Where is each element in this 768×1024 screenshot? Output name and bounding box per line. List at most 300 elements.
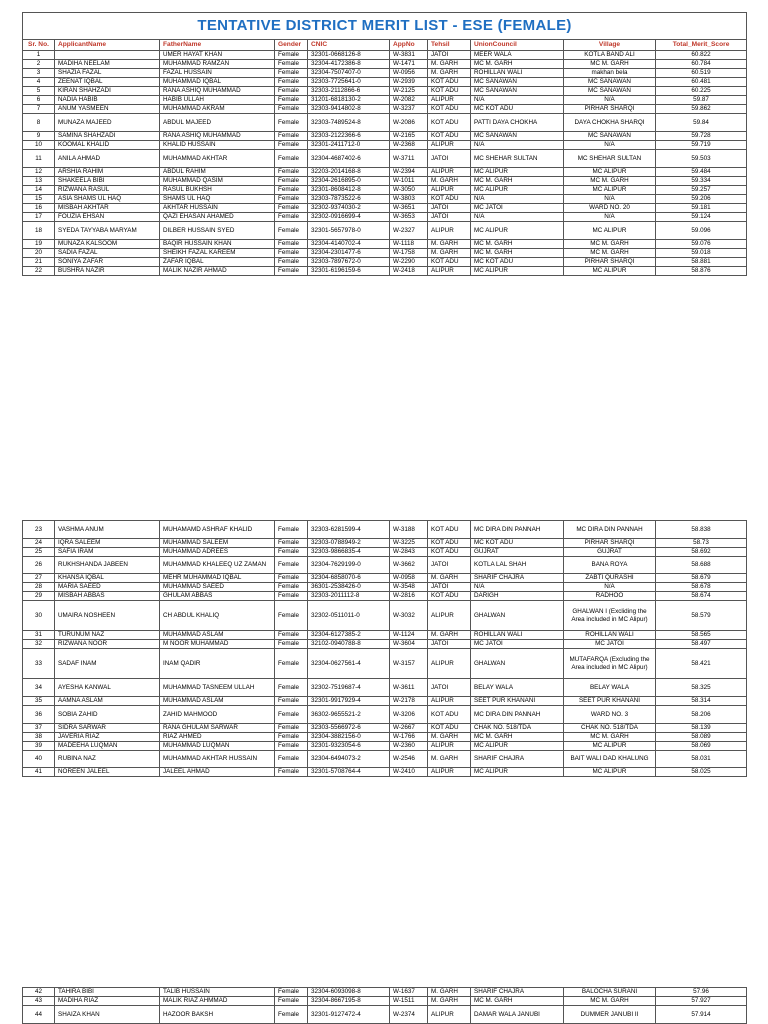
cell-app-no: W-3032	[390, 601, 428, 631]
cell-union-council: MC JATOI	[471, 204, 564, 213]
cell-app-no: W-3711	[390, 150, 428, 168]
cell-cnic: 32303-9866835-4	[308, 548, 390, 557]
cell-cnic: 32304-6494073-2	[308, 751, 390, 768]
cell-app-no: W-1758	[390, 249, 428, 258]
cell-gender: Female	[275, 258, 308, 267]
cell-tehsil: KOT ADU	[428, 539, 471, 548]
cell-village: WARD NO. 20	[564, 204, 656, 213]
cell-cnic: 32303-6281599-4	[308, 521, 390, 539]
table-body-section-2	[23, 521, 747, 777]
cell-village: SEET PUR KHANANI	[564, 697, 656, 706]
cell-sr-no: 9	[23, 132, 55, 141]
cell-father-name: HAZOOR BAKSH	[160, 1006, 275, 1024]
cell-tehsil: ALIPUR	[428, 267, 471, 276]
cell-app-no: W-2667	[390, 724, 428, 733]
cell-sr-no: 3	[23, 69, 55, 78]
cell-total-merit-score: 59.334	[656, 177, 747, 186]
cell-tehsil: JATOI	[428, 557, 471, 574]
table-row	[23, 1006, 747, 1024]
cell-tehsil: ALIPUR	[428, 168, 471, 177]
cell-sr-no: 17	[23, 213, 55, 222]
cell-applicant-name: BUSHRA NAZIR	[55, 267, 160, 276]
cell-cnic: 32303-7725641-0	[308, 78, 390, 87]
cell-sr-no: 5	[23, 87, 55, 96]
cell-applicant-name: MUNAZA KALSOOM	[55, 240, 160, 249]
cell-tehsil: ALIPUR	[428, 222, 471, 240]
cell-applicant-name: TURUNUM NAZ	[55, 631, 160, 640]
cell-app-no: W-3237	[390, 105, 428, 114]
cell-total-merit-score: 58.579	[656, 601, 747, 631]
cell-applicant-name: ASIA SHAMS UL HAQ	[55, 195, 160, 204]
cell-cnic: 32303-7897672-0	[308, 258, 390, 267]
cell-total-merit-score: 59.484	[656, 168, 747, 177]
cell-father-name: RANA ASHIQ MUHAMMAD	[160, 87, 275, 96]
table-row	[23, 186, 747, 195]
table-row	[23, 114, 747, 132]
cell-tehsil: ALIPUR	[428, 96, 471, 105]
cell-sr-no: 41	[23, 768, 55, 777]
cell-total-merit-score: 58.674	[656, 592, 747, 601]
cell-gender: Female	[275, 751, 308, 768]
column-header-row	[23, 40, 747, 51]
cell-father-name: TALIB HUSSAIN	[160, 988, 275, 997]
cell-applicant-name: AYESHA KANWAL	[55, 679, 160, 697]
cell-sr-no: 20	[23, 249, 55, 258]
header-father-name: FatherName	[160, 40, 275, 51]
cell-total-merit-score: 58.73	[656, 539, 747, 548]
cell-tehsil: M. GARH	[428, 69, 471, 78]
cell-union-council: N/A	[471, 195, 564, 204]
cell-gender: Female	[275, 539, 308, 548]
cell-applicant-name: ANILA AHMAD	[55, 150, 160, 168]
cell-total-merit-score: 58.031	[656, 751, 747, 768]
cell-sr-no: 33	[23, 649, 55, 679]
cell-gender: Female	[275, 679, 308, 697]
cell-gender: Female	[275, 706, 308, 724]
header-cnic: CNIC	[308, 40, 390, 51]
cell-sr-no: 21	[23, 258, 55, 267]
cell-total-merit-score: 58.688	[656, 557, 747, 574]
table-row	[23, 583, 747, 592]
cell-village: GHALWAN I (Excliding the Area included in MC Alipur)	[564, 601, 656, 631]
cell-gender: Female	[275, 742, 308, 751]
cell-village: MC M. GARH	[564, 997, 656, 1006]
cell-total-merit-score: 59.862	[656, 105, 747, 114]
cell-father-name: ZAHID MAHMOOD	[160, 706, 275, 724]
cell-app-no: W-2374	[390, 1006, 428, 1024]
cell-union-council: N/A	[471, 96, 564, 105]
cell-tehsil: KOT ADU	[428, 548, 471, 557]
cell-union-council: MC SANAWAN	[471, 78, 564, 87]
cell-cnic: 32302-9374030-2	[308, 204, 390, 213]
cell-cnic: 32301-0668126-8	[308, 51, 390, 60]
table-row	[23, 105, 747, 114]
cell-union-council: ROHILLAN WALI	[471, 631, 564, 640]
table-row	[23, 988, 747, 997]
cell-sr-no: 1	[23, 51, 55, 60]
cell-union-council: MC M. GARH	[471, 249, 564, 258]
cell-total-merit-score: 58.565	[656, 631, 747, 640]
table-row	[23, 69, 747, 78]
cell-sr-no: 19	[23, 240, 55, 249]
cell-app-no: W-2418	[390, 267, 428, 276]
cell-father-name: ABDUL MAJEED	[160, 114, 275, 132]
cell-tehsil: ALIPUR	[428, 697, 471, 706]
cell-app-no: W-2394	[390, 168, 428, 177]
table-row	[23, 177, 747, 186]
cell-cnic: 32304-3882156-0	[308, 733, 390, 742]
cell-father-name: KHALID HUSSAIN	[160, 141, 275, 150]
cell-app-no: W-1766	[390, 733, 428, 742]
cell-union-council: MC ALIPUR	[471, 267, 564, 276]
cell-village: N/A	[564, 213, 656, 222]
cell-applicant-name: MARIA SAEED	[55, 583, 160, 592]
header-village: Village	[564, 40, 656, 51]
cell-village: DUMMER JANUBI II	[564, 1006, 656, 1024]
cell-gender: Female	[275, 69, 308, 78]
cell-applicant-name: ZEENAT IQBAL	[55, 78, 160, 87]
cell-village: MC JATOI	[564, 640, 656, 649]
cell-app-no: W-1511	[390, 997, 428, 1006]
cell-app-no: W-2410	[390, 768, 428, 777]
cell-union-council: DAMAR WALA JANUBI	[471, 1006, 564, 1024]
cell-tehsil: M. GARH	[428, 988, 471, 997]
table-row	[23, 724, 747, 733]
cell-father-name: MALIK NAZIR AHMAD	[160, 267, 275, 276]
cell-cnic: 32301-5708764-4	[308, 768, 390, 777]
cell-union-council: MC ALIPUR	[471, 768, 564, 777]
cell-tehsil: M. GARH	[428, 177, 471, 186]
cell-applicant-name: SYEDA TAYYABA MARYAM	[55, 222, 160, 240]
cell-father-name: AKHTAR HUSSAIN	[160, 204, 275, 213]
cell-tehsil: JATOI	[428, 679, 471, 697]
cell-village: MC DIRA DIN PANNAH	[564, 521, 656, 539]
cell-father-name: M NOOR MUHAMMAD	[160, 640, 275, 649]
cell-applicant-name: TAHIRA BIBI	[55, 988, 160, 997]
cell-tehsil: M. GARH	[428, 574, 471, 583]
cell-sr-no: 36	[23, 706, 55, 724]
cell-cnic: 32303-9414802-8	[308, 105, 390, 114]
cell-total-merit-score: 58.325	[656, 679, 747, 697]
cell-total-merit-score: 58.314	[656, 697, 747, 706]
cell-applicant-name: SOBIA ZAHID	[55, 706, 160, 724]
table-row	[23, 78, 747, 87]
header-app-no: AppNo	[390, 40, 428, 51]
cell-total-merit-score: 58.089	[656, 733, 747, 742]
table-row	[23, 132, 747, 141]
cell-applicant-name: SHAIZA KHAN	[55, 1006, 160, 1024]
cell-union-council: PATTI DAYA CHOKHA	[471, 114, 564, 132]
cell-village: makhan bela	[564, 69, 656, 78]
cell-union-council: MC ALIPUR	[471, 742, 564, 751]
cell-cnic: 32302-7519687-4	[308, 679, 390, 697]
cell-cnic: 32304-4687402-6	[308, 150, 390, 168]
table-row	[23, 733, 747, 742]
cell-village: DAYA CHOKHA SHARQI	[564, 114, 656, 132]
cell-tehsil: KOT ADU	[428, 195, 471, 204]
table-row	[23, 601, 747, 631]
cell-union-council: MC M. GARH	[471, 997, 564, 1006]
cell-father-name: RANA GHULAM SARWAR	[160, 724, 275, 733]
cell-gender: Female	[275, 640, 308, 649]
cell-union-council: DARIGH	[471, 592, 564, 601]
cell-tehsil: M. GARH	[428, 249, 471, 258]
cell-applicant-name: SAMINA SHAHZADI	[55, 132, 160, 141]
table-row	[23, 521, 747, 539]
cell-gender: Female	[275, 114, 308, 132]
cell-app-no: W-1637	[390, 988, 428, 997]
cell-sr-no: 13	[23, 177, 55, 186]
table-row	[23, 742, 747, 751]
cell-cnic: 32301-9323054-6	[308, 742, 390, 751]
cell-father-name: SHAMS UL HAQ	[160, 195, 275, 204]
cell-village: BAIT WALI DAD KHALUNG	[564, 751, 656, 768]
cell-village: PIRHAR SHARQI	[564, 258, 656, 267]
cell-father-name: MUHAMMAD SAEED	[160, 583, 275, 592]
cell-sr-no: 31	[23, 631, 55, 640]
cell-app-no: W-0956	[390, 69, 428, 78]
cell-total-merit-score: 58.421	[656, 649, 747, 679]
cell-gender: Female	[275, 574, 308, 583]
cell-tehsil: KOT ADU	[428, 724, 471, 733]
cell-union-council: ROHILLAN WALI	[471, 69, 564, 78]
table-row	[23, 640, 747, 649]
cell-tehsil: KOT ADU	[428, 114, 471, 132]
cell-sr-no: 7	[23, 105, 55, 114]
cell-union-council: N/A	[471, 213, 564, 222]
cell-village: WARD NO. 3	[564, 706, 656, 724]
cell-father-name: MUHAMMAD RAMZAN	[160, 60, 275, 69]
cell-cnic: 32304-7507407-0	[308, 69, 390, 78]
cell-father-name: CH ABDUL KHALIQ	[160, 601, 275, 631]
header-union-council: UnionCouncil	[471, 40, 564, 51]
header-tehsil: Tehsil	[428, 40, 471, 51]
cell-father-name: MUHAMMAD AKHTAR	[160, 150, 275, 168]
cell-cnic: 36302-9655521-2	[308, 706, 390, 724]
cell-app-no: W-3803	[390, 195, 428, 204]
cell-app-no: W-3831	[390, 51, 428, 60]
merit-table-page-2	[22, 520, 747, 777]
cell-app-no: W-1124	[390, 631, 428, 640]
cell-tehsil: ALIPUR	[428, 1006, 471, 1024]
cell-village: MC SANAWAN	[564, 78, 656, 87]
cell-village: MC ALIPUR	[564, 222, 656, 240]
cell-gender: Female	[275, 96, 308, 105]
cell-village: MC M. GARH	[564, 60, 656, 69]
cell-total-merit-score: 58.025	[656, 768, 747, 777]
cell-app-no: W-2360	[390, 742, 428, 751]
cell-applicant-name: SHAZIA FAZAL	[55, 69, 160, 78]
cell-applicant-name: MADIHA RIAZ	[55, 997, 160, 1006]
table-body-section-3	[23, 988, 747, 1024]
cell-sr-no: 30	[23, 601, 55, 631]
cell-sr-no: 26	[23, 557, 55, 574]
cell-gender: Female	[275, 557, 308, 574]
cell-union-council: SEET PUR KHANANI	[471, 697, 564, 706]
cell-village: PIRHAR SHARQI	[564, 539, 656, 548]
cell-cnic: 32304-4172386-8	[308, 60, 390, 69]
table-row	[23, 141, 747, 150]
cell-cnic: 32303-5566972-6	[308, 724, 390, 733]
cell-gender: Female	[275, 697, 308, 706]
cell-total-merit-score: 57.96	[656, 988, 747, 997]
cell-cnic: 36301-2538426-0	[308, 583, 390, 592]
cell-applicant-name: SADIA FAZAL	[55, 249, 160, 258]
merit-table-page-3	[22, 987, 747, 1024]
cell-total-merit-score: 58.838	[656, 521, 747, 539]
cell-village: MC SANAWAN	[564, 87, 656, 96]
header-gender: Gender	[275, 40, 308, 51]
table-row	[23, 60, 747, 69]
cell-tehsil: KOT ADU	[428, 132, 471, 141]
cell-gender: Female	[275, 1006, 308, 1024]
cell-union-council: N/A	[471, 141, 564, 150]
table-body-section-1	[23, 51, 747, 276]
cell-union-council: N/A	[471, 583, 564, 592]
cell-total-merit-score: 59.181	[656, 204, 747, 213]
cell-union-council: MC SHEHAR SULTAN	[471, 150, 564, 168]
cell-app-no: W-2368	[390, 141, 428, 150]
cell-applicant-name: VASHMA ANUM	[55, 521, 160, 539]
cell-gender: Female	[275, 649, 308, 679]
cell-gender: Female	[275, 583, 308, 592]
table-row	[23, 267, 747, 276]
cell-tehsil: JATOI	[428, 583, 471, 592]
cell-applicant-name: NOREEN JALEEL	[55, 768, 160, 777]
cell-gender: Female	[275, 60, 308, 69]
cell-father-name: QAZI EHASAN AHAMED	[160, 213, 275, 222]
cell-gender: Female	[275, 267, 308, 276]
cell-applicant-name: JAVERIA RIAZ	[55, 733, 160, 742]
cell-sr-no: 11	[23, 150, 55, 168]
cell-app-no: W-1118	[390, 240, 428, 249]
cell-village: N/A	[564, 195, 656, 204]
cell-union-council: GHALWAN	[471, 601, 564, 631]
cell-total-merit-score: 58.497	[656, 640, 747, 649]
cell-father-name: MUHAMMAD QASIM	[160, 177, 275, 186]
cell-sr-no: 42	[23, 988, 55, 997]
cell-app-no: W-2086	[390, 114, 428, 132]
cell-cnic: 32304-8667195-8	[308, 997, 390, 1006]
cell-tehsil: M. GARH	[428, 240, 471, 249]
cell-cnic: 32303-7489524-8	[308, 114, 390, 132]
cell-sr-no: 18	[23, 222, 55, 240]
table-row	[23, 574, 747, 583]
cell-app-no: W-3548	[390, 583, 428, 592]
cell-cnic: 32304-2616895-0	[308, 177, 390, 186]
cell-union-council: SHARIF CHAJRA	[471, 574, 564, 583]
cell-cnic: 32304-6093098-8	[308, 988, 390, 997]
cell-union-council: MC SANAWAN	[471, 132, 564, 141]
cell-village: PIRHAR SHARQI	[564, 105, 656, 114]
cell-sr-no: 4	[23, 78, 55, 87]
cell-sr-no: 22	[23, 267, 55, 276]
cell-village: MC ALIPUR	[564, 267, 656, 276]
cell-father-name: RASUL BUKHSH	[160, 186, 275, 195]
cell-sr-no: 38	[23, 733, 55, 742]
cell-gender: Female	[275, 240, 308, 249]
table-row	[23, 751, 747, 768]
cell-tehsil: KOT ADU	[428, 87, 471, 96]
cell-tehsil: ALIPUR	[428, 649, 471, 679]
cell-village: MC M. GARH	[564, 249, 656, 258]
cell-tehsil: KOT ADU	[428, 706, 471, 724]
cell-app-no: W-1471	[390, 60, 428, 69]
cell-total-merit-score: 58.206	[656, 706, 747, 724]
table-row	[23, 168, 747, 177]
cell-village: MC ALIPUR	[564, 768, 656, 777]
table-row	[23, 87, 747, 96]
table-row	[23, 51, 747, 60]
cell-total-merit-score: 59.257	[656, 186, 747, 195]
table-row	[23, 697, 747, 706]
table-row	[23, 539, 747, 548]
cell-father-name: MUHAMMAD SALEEM	[160, 539, 275, 548]
cell-gender: Female	[275, 521, 308, 539]
cell-cnic: 32102-0940788-8	[308, 640, 390, 649]
cell-cnic: 32203-2014168-8	[308, 168, 390, 177]
cell-union-council: MC KOT ADU	[471, 258, 564, 267]
cell-total-merit-score: 60.481	[656, 78, 747, 87]
cell-applicant-name: RIZWANA RASUL	[55, 186, 160, 195]
cell-union-council: MC M. GARH	[471, 177, 564, 186]
cell-sr-no: 2	[23, 60, 55, 69]
table-row	[23, 592, 747, 601]
cell-father-name: ZAFAR IQBAL	[160, 258, 275, 267]
cell-app-no: W-3188	[390, 521, 428, 539]
cell-father-name: SHEIKH FAZAL KAREEM	[160, 249, 275, 258]
cell-union-council: MC ALIPUR	[471, 222, 564, 240]
cell-applicant-name	[55, 51, 160, 60]
cell-cnic: 32304-0627561-4	[308, 649, 390, 679]
cell-app-no: W-3651	[390, 204, 428, 213]
cell-cnic: 32303-7873522-6	[308, 195, 390, 204]
cell-app-no: W-2165	[390, 132, 428, 141]
cell-app-no: W-3157	[390, 649, 428, 679]
cell-app-no: W-3611	[390, 679, 428, 697]
cell-cnic: 32301-8608412-8	[308, 186, 390, 195]
cell-village: RADHOO	[564, 592, 656, 601]
cell-sr-no: 23	[23, 521, 55, 539]
cell-sr-no: 12	[23, 168, 55, 177]
cell-village: GUJRAT	[564, 548, 656, 557]
cell-tehsil: M. GARH	[428, 733, 471, 742]
cell-applicant-name: RUKHSHANDA JABEEN	[55, 557, 160, 574]
cell-sr-no: 32	[23, 640, 55, 649]
cell-tehsil: KOT ADU	[428, 105, 471, 114]
cell-father-name: RANA ASHIQ MUHAMMAD	[160, 132, 275, 141]
cell-gender: Female	[275, 150, 308, 168]
cell-sr-no: 34	[23, 679, 55, 697]
cell-union-council: GUJRAT	[471, 548, 564, 557]
cell-sr-no: 10	[23, 141, 55, 150]
cell-father-name: MUHAMMAD ADREES	[160, 548, 275, 557]
cell-total-merit-score: 59.503	[656, 150, 747, 168]
cell-union-council: MC SANAWAN	[471, 87, 564, 96]
table-row	[23, 213, 747, 222]
cell-applicant-name: NADIA HABIB	[55, 96, 160, 105]
cell-total-merit-score: 58.692	[656, 548, 747, 557]
cell-applicant-name: RIZWANA NOOR	[55, 640, 160, 649]
cell-village: BALOCHA SURANI	[564, 988, 656, 997]
cell-app-no: W-2546	[390, 751, 428, 768]
cell-father-name: MEHR MUHAMMAD IQBAL	[160, 574, 275, 583]
cell-gender: Female	[275, 51, 308, 60]
cell-total-merit-score: 59.84	[656, 114, 747, 132]
cell-total-merit-score: 59.87	[656, 96, 747, 105]
cell-village: ZABTI QURASHI	[564, 574, 656, 583]
cell-total-merit-score: 60.784	[656, 60, 747, 69]
